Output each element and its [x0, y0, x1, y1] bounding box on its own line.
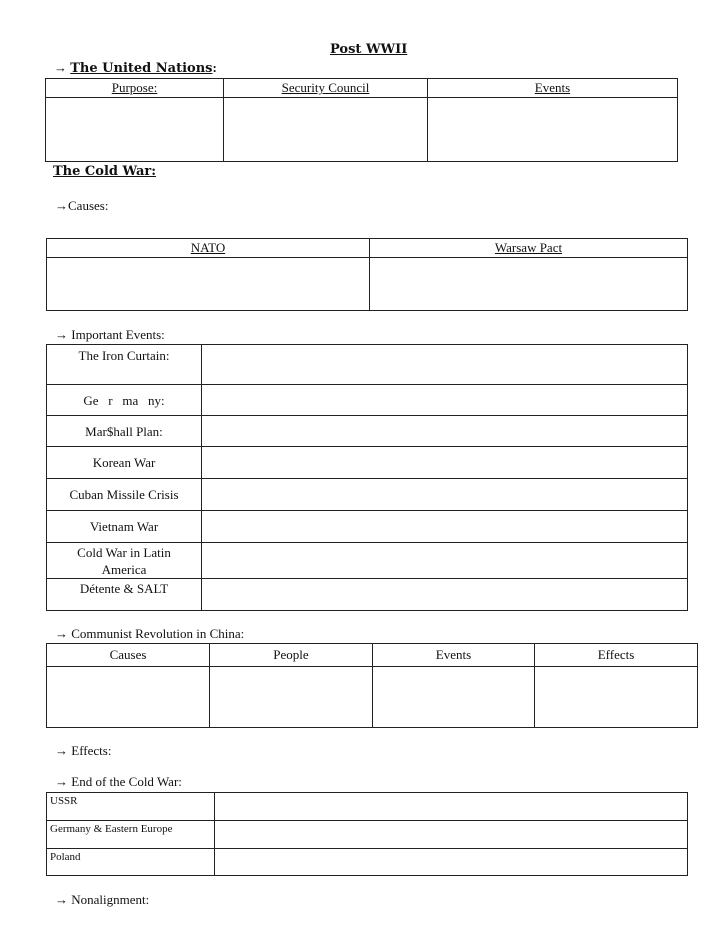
table-row — [47, 345, 688, 385]
end-row-notes[interactable] — [215, 821, 688, 849]
un-heading-colon: : — [212, 60, 217, 75]
table-row — [47, 543, 688, 579]
event-notes[interactable] — [202, 579, 688, 611]
china-cell-people[interactable] — [210, 667, 373, 728]
end-row-name: Germany & Eastern Europe — [47, 821, 215, 849]
causes-label-text: Causes: — [68, 198, 109, 213]
effects-label-text: Effects: — [71, 743, 112, 758]
arrow-icon: → — [55, 743, 68, 758]
china-col-people: People — [210, 644, 373, 667]
events-label-text: Important Events: — [71, 327, 165, 342]
end-row-name: USSR — [47, 793, 215, 821]
end-label-text: End of the Cold War: — [71, 774, 182, 789]
table-row — [47, 511, 688, 543]
alliance-col-nato-label: NATO — [190, 240, 226, 255]
end-row-notes[interactable] — [215, 849, 688, 876]
event-name: Mar$hall Plan: — [47, 416, 202, 447]
event-name: Cold War in Latin America — [47, 543, 202, 579]
page-title: Post WWII — [330, 42, 408, 57]
un-col-security — [224, 79, 428, 98]
alliance-col-warsaw-label: Warsaw Pact — [494, 240, 563, 255]
nonalignment-label — [55, 892, 149, 908]
event-notes[interactable] — [202, 416, 688, 447]
table-row — [47, 385, 688, 416]
un-cell-events[interactable] — [428, 98, 678, 162]
alliance-col-nato — [47, 239, 370, 258]
table-row — [47, 479, 688, 511]
event-notes[interactable] — [202, 511, 688, 543]
arrow-icon: → — [55, 198, 68, 213]
arrow-icon: → — [55, 626, 68, 641]
alliance-cell-warsaw[interactable] — [370, 258, 688, 311]
un-heading — [54, 60, 217, 76]
china-col-causes: Causes — [47, 644, 210, 667]
un-cell-security[interactable] — [224, 98, 428, 162]
un-cell-purpose[interactable] — [46, 98, 224, 162]
table-row — [47, 416, 688, 447]
causes-label — [55, 198, 108, 214]
table-row — [47, 821, 688, 849]
un-col-events — [428, 79, 678, 98]
end-row-notes[interactable] — [215, 793, 688, 821]
end-label — [55, 774, 182, 790]
un-col-security-label: Security Council — [281, 80, 370, 95]
china-cell-causes[interactable] — [47, 667, 210, 728]
events-label — [55, 327, 165, 343]
event-name: The Iron Curtain: — [47, 345, 202, 385]
table-row — [47, 447, 688, 479]
china-label — [55, 626, 244, 642]
un-col-events-label: Events — [534, 80, 571, 95]
china-cell-events[interactable] — [373, 667, 535, 728]
event-name: Korean War — [47, 447, 202, 479]
china-cell-effects[interactable] — [535, 667, 698, 728]
end-table — [46, 792, 688, 876]
event-notes[interactable] — [202, 447, 688, 479]
table-row — [47, 793, 688, 821]
event-notes[interactable] — [202, 479, 688, 511]
event-notes[interactable] — [202, 345, 688, 385]
arrow-icon: → — [54, 60, 67, 75]
end-row-name: Poland — [47, 849, 215, 876]
china-col-effects: Effects — [535, 644, 698, 667]
event-name: Ge r ma ny: — [47, 385, 202, 416]
arrow-icon: → — [55, 892, 68, 907]
cold-war-heading: The Cold War: — [53, 164, 157, 179]
event-name: Détente & SALT — [47, 579, 202, 611]
alliance-cell-nato[interactable] — [47, 258, 370, 311]
events-table — [46, 344, 688, 611]
alliance-table — [46, 238, 688, 311]
event-notes[interactable] — [202, 385, 688, 416]
alliance-col-warsaw — [370, 239, 688, 258]
china-label-text: Communist Revolution in China: — [71, 626, 245, 641]
un-col-purpose — [46, 79, 224, 98]
effects-label — [55, 743, 111, 759]
un-heading-text: The United Nations — [70, 61, 213, 76]
un-col-purpose-label: Purpose: — [111, 80, 158, 95]
event-notes[interactable] — [202, 543, 688, 579]
china-table — [46, 643, 698, 728]
table-row — [47, 849, 688, 876]
table-row — [47, 579, 688, 611]
event-name: Cuban Missile Crisis — [47, 479, 202, 511]
arrow-icon: → — [55, 774, 68, 789]
event-name: Vietnam War — [47, 511, 202, 543]
arrow-icon: → — [55, 327, 68, 342]
nonalignment-label-text: Nonalignment: — [71, 892, 150, 907]
china-col-events: Events — [373, 644, 535, 667]
un-table — [45, 78, 678, 162]
